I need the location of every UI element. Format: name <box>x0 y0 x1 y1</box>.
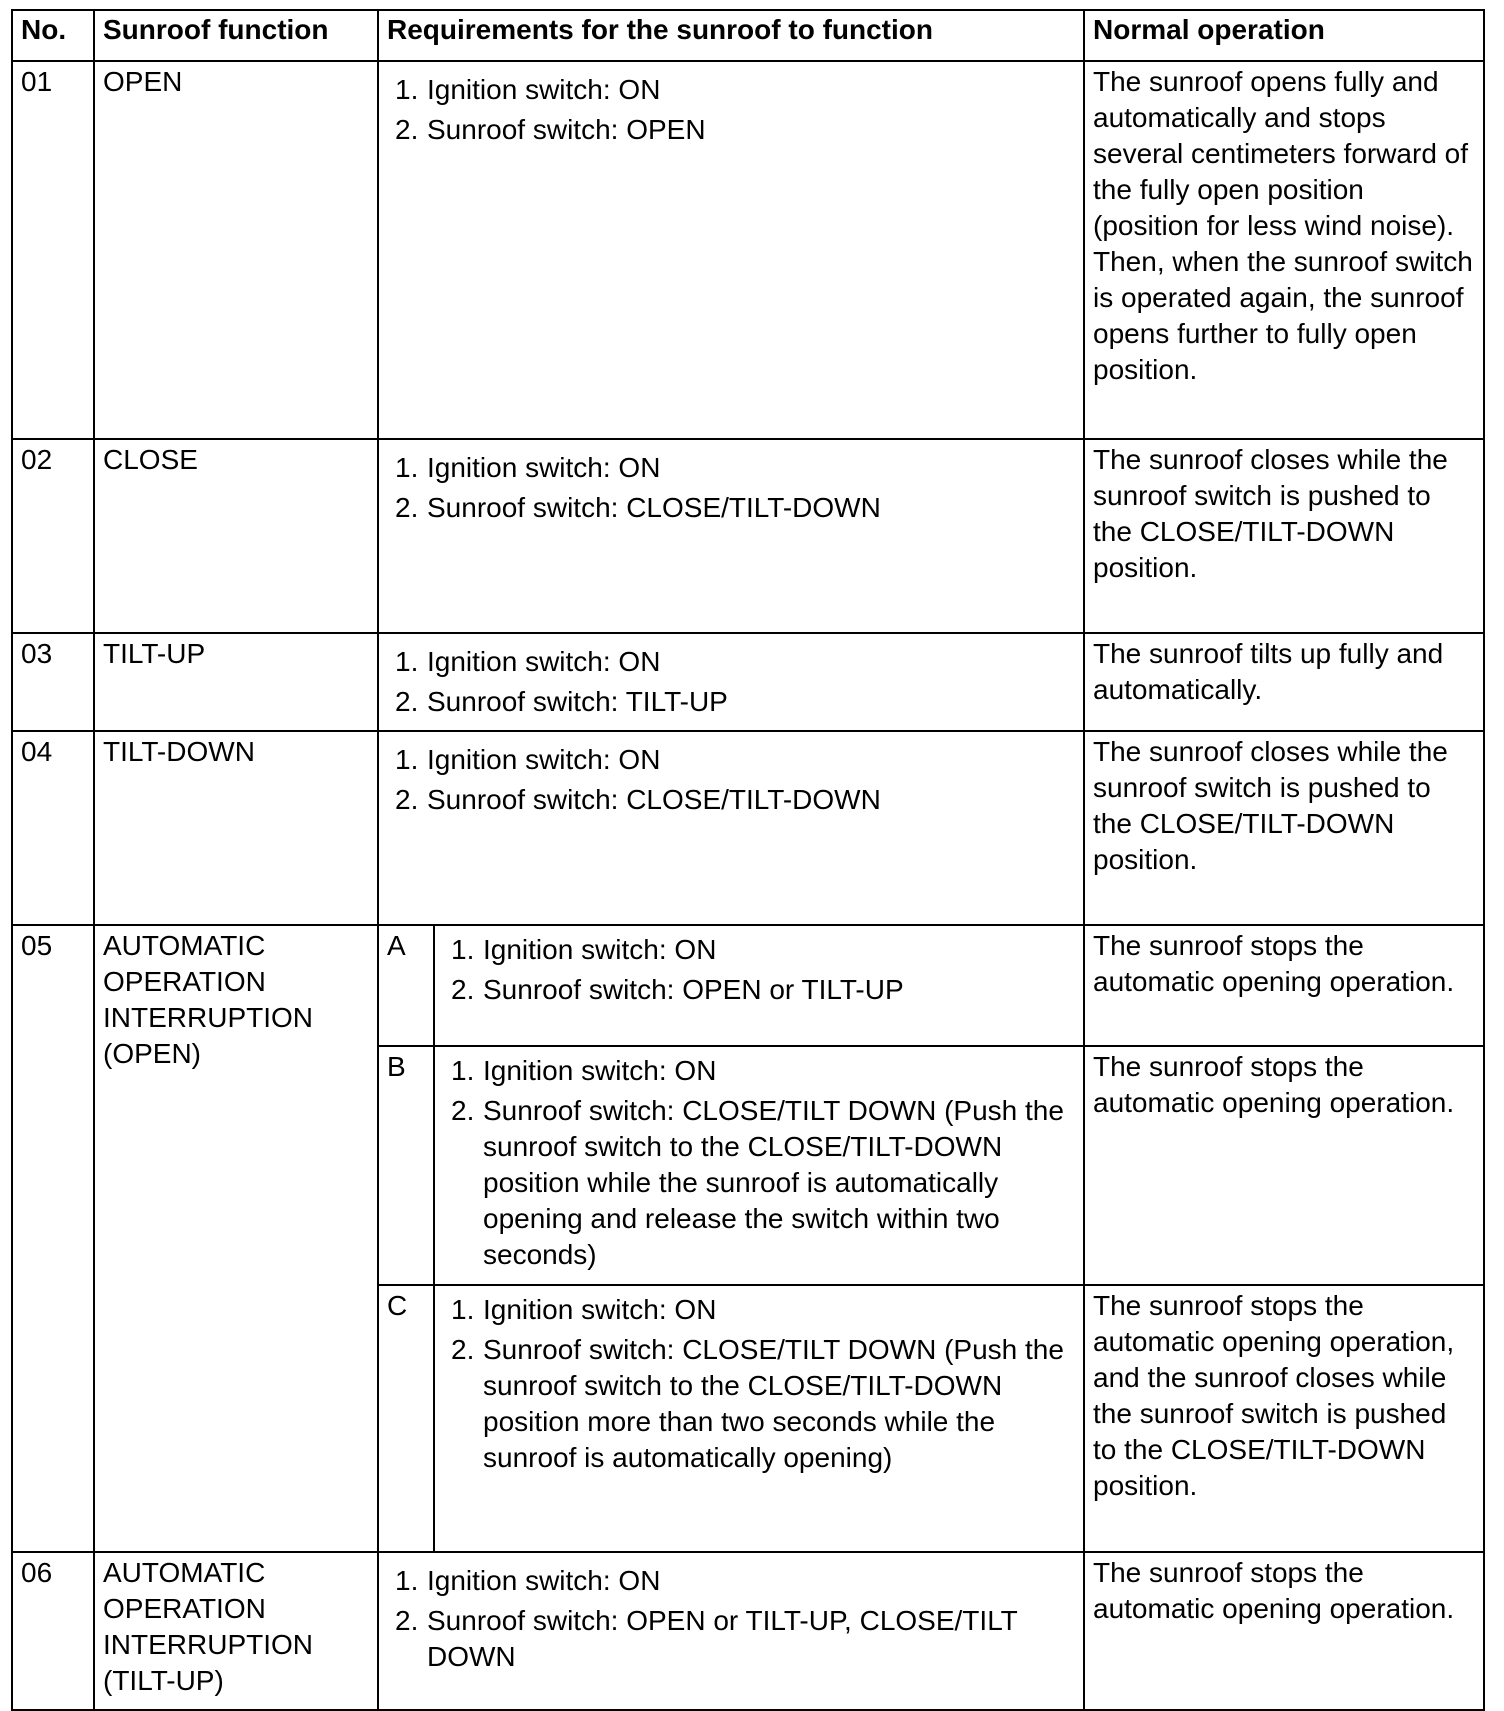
row-requirements <box>434 1285 1084 1552</box>
row-number: 06 <box>12 1552 94 1710</box>
row-number: 04 <box>12 731 94 925</box>
requirement-item: Sunroof switch: OPEN or TILT-UP, CLOSE/TILT DOWN <box>427 1605 1018 1672</box>
table-row <box>12 633 1484 731</box>
row-normal-operation: The sunroof closes while the sunroof switch is pushed to the CLOSE/TILT-DOWN position. <box>1084 439 1484 633</box>
row-normal-operation: The sunroof stops the automatic opening operation. <box>1084 1046 1484 1285</box>
row-number: 03 <box>12 633 94 731</box>
row-function: TILT-UP <box>94 633 378 731</box>
header-no: No. <box>12 10 94 61</box>
requirement-item: Sunroof switch: CLOSE/TILT DOWN (Push the sunroof switch to the CLOSE/TILT-DOWN position while the sunroof is automatically opening and release the switch within two seconds) <box>483 1095 1064 1270</box>
header-function: Sunroof function <box>94 10 378 61</box>
row-normal-operation: The sunroof stops the automatic opening operation, and the sunroof closes while the sunroof switch is pushed to the CLOSE/TILT-DOWN position. <box>1084 1285 1484 1552</box>
header-requirements: Requirements for the sunroof to function <box>378 10 1084 61</box>
row-requirements <box>378 1552 1084 1710</box>
requirement-item: Ignition switch: ON <box>427 646 661 677</box>
requirement-item: Ignition switch: ON <box>483 1294 717 1325</box>
normal-operation-text: The sunroof opens fully and automatically and stops several centimeters forward of the fully open position (position for less wind noise). <box>1093 66 1469 241</box>
row-normal-operation: The sunroof tilts up fully and automatically. <box>1084 633 1484 731</box>
requirement-item: Ignition switch: ON <box>427 744 661 775</box>
row-requirements <box>434 925 1084 1046</box>
row-requirements <box>378 633 1084 731</box>
row-normal-operation: The sunroof closes while the sunroof switch is pushed to the CLOSE/TILT-DOWN position. <box>1084 731 1484 925</box>
header-row <box>12 10 1484 61</box>
row-requirements <box>434 1046 1084 1285</box>
sunroof-function-table-container <box>11 9 1483 1711</box>
table-row <box>12 925 1484 1046</box>
row-normal-operation: The sunroof stops the automatic opening operation. <box>1084 925 1484 1046</box>
row-number: 01 <box>12 61 94 439</box>
row-normal-operation: The sunroof stops the automatic opening operation. <box>1084 1552 1484 1710</box>
row-function: AUTOMATIC OPERATION INTERRUPTION (OPEN) <box>94 925 378 1552</box>
requirement-item: Sunroof switch: CLOSE/TILT-DOWN <box>427 492 881 523</box>
requirement-item: Ignition switch: ON <box>427 74 661 105</box>
requirement-item: Sunroof switch: CLOSE/TILT DOWN (Push the sunroof switch to the CLOSE/TILT-DOWN position more than two seconds while the sunroof is automatically opening) <box>483 1334 1064 1473</box>
sub-case-letter: C <box>378 1285 434 1552</box>
row-normal-operation <box>1084 61 1484 439</box>
row-number: 05 <box>12 925 94 1552</box>
table-row <box>12 439 1484 633</box>
requirement-item: Sunroof switch: OPEN or TILT-UP <box>483 974 904 1005</box>
requirement-item: Ignition switch: ON <box>483 1055 717 1086</box>
header-normal-operation: Normal operation <box>1084 10 1484 61</box>
sub-case-letter: B <box>378 1046 434 1285</box>
row-function: OPEN <box>94 61 378 439</box>
requirement-item: Ignition switch: ON <box>427 452 661 483</box>
requirement-item: Sunroof switch: TILT-UP <box>427 686 728 717</box>
sunroof-function-table <box>11 9 1485 1711</box>
row-function: TILT-DOWN <box>94 731 378 925</box>
table-row <box>12 1552 1484 1710</box>
row-requirements <box>378 61 1084 439</box>
row-requirements <box>378 731 1084 925</box>
row-requirements <box>378 439 1084 633</box>
table-row <box>12 731 1484 925</box>
requirement-item: Ignition switch: ON <box>427 1565 661 1596</box>
table-row <box>12 61 1484 439</box>
row-number: 02 <box>12 439 94 633</box>
row-function: AUTOMATIC OPERATION INTERRUPTION (TILT-UP) <box>94 1552 378 1710</box>
sub-case-letter: A <box>378 925 434 1046</box>
row-function: CLOSE <box>94 439 378 633</box>
requirement-item: Sunroof switch: CLOSE/TILT-DOWN <box>427 784 881 815</box>
requirement-item: Sunroof switch: OPEN <box>427 114 706 145</box>
normal-operation-text: Then, when the sunroof switch is operated again, the sunroof opens further to fully open position. <box>1093 246 1473 385</box>
requirement-item: Ignition switch: ON <box>483 934 717 965</box>
